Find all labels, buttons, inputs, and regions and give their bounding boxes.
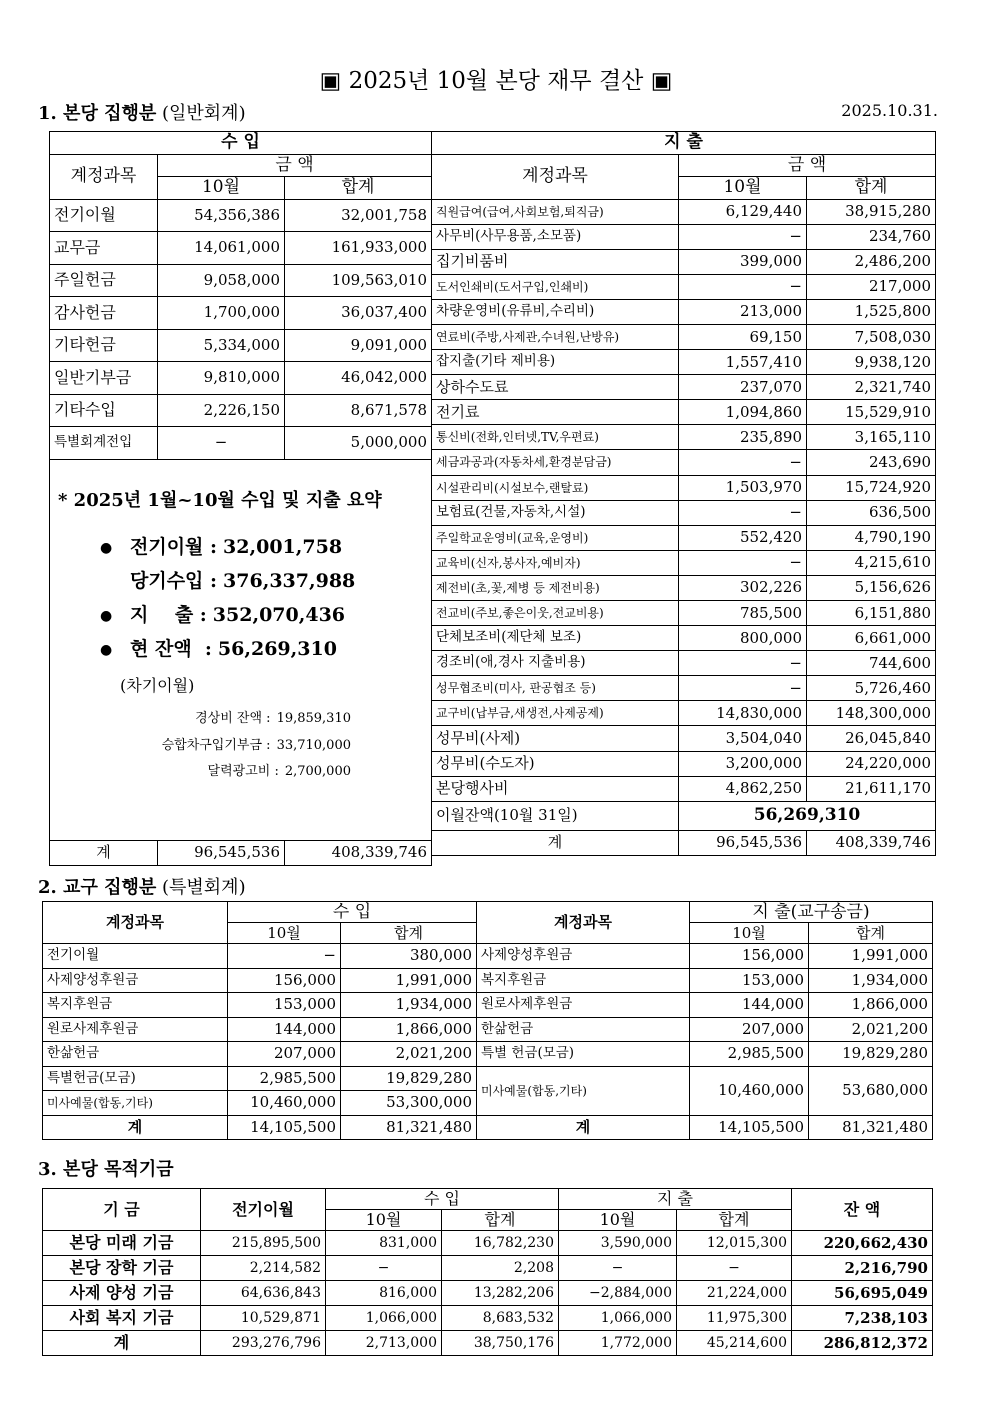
- month-amount: −: [679, 450, 807, 475]
- section2-heading: [38, 873, 246, 899]
- section2-title: 2. 교구 집행분: [38, 877, 157, 898]
- income-total-amount: 1,934,000: [341, 993, 477, 1018]
- income-row: [50, 362, 432, 395]
- expense-row: [432, 475, 936, 500]
- total-amount: 38,915,280: [807, 199, 936, 224]
- income-total: 2,208: [442, 1256, 559, 1281]
- expense-row: [432, 751, 936, 776]
- total-amount: 217,000: [807, 274, 936, 299]
- fund-row: [43, 1256, 933, 1281]
- expense-row: [432, 726, 936, 751]
- total-amount: 636,500: [807, 500, 936, 525]
- summary-label: 당기수입 :: [130, 569, 218, 592]
- month-amount: 785,500: [679, 601, 807, 626]
- account-name: 잡지출(기타 제비용): [432, 350, 679, 375]
- income-account-name: 미사예물(합동,기타): [43, 1091, 228, 1116]
- expense-total: 11,975,300: [677, 1306, 792, 1331]
- bullet-icon: ●: [100, 607, 113, 624]
- income-total-amount: 53,300,000: [341, 1091, 477, 1116]
- expense-header-main: 지 출: [752, 901, 791, 922]
- expense-sum-month: 14,105,500: [690, 1115, 809, 1140]
- month-amount: 235,890: [679, 425, 807, 450]
- total-amount: 1,525,800: [807, 299, 936, 324]
- account-name: 교구비(납부금,새생전,사제공제): [432, 701, 679, 726]
- month-amount: 1,557,410: [679, 350, 807, 375]
- section1-expense-table: [431, 131, 936, 856]
- month-amount: 54,356,386: [158, 199, 285, 232]
- detail-value: 19,859,310: [276, 710, 351, 726]
- fund-sum-row: [43, 1331, 933, 1356]
- table-row: [43, 1042, 933, 1067]
- col-total: 합계: [341, 923, 477, 944]
- expense-month: −: [559, 1256, 677, 1281]
- month-amount: −: [679, 224, 807, 249]
- table-row: [43, 1017, 933, 1042]
- account-label: 계정과목: [477, 902, 690, 944]
- carry-amount: 215,895,500: [201, 1231, 326, 1256]
- expense-account-name: 원로사제후원금: [477, 993, 690, 1018]
- income-month-amount: 207,000: [228, 1042, 341, 1067]
- col-month: 10월: [228, 923, 341, 944]
- amount-label: 금 액: [158, 154, 432, 177]
- summary-item: [100, 535, 343, 558]
- summary-detail: [208, 765, 351, 778]
- expense-month: −2,884,000: [559, 1281, 677, 1306]
- expense-total: 12,015,300: [677, 1231, 792, 1256]
- income-total-amount: 380,000: [341, 944, 477, 969]
- expense-row: [432, 626, 936, 651]
- fund-name: 본당 미래 기금: [43, 1231, 201, 1256]
- income-account-name: 원로사제후원금: [43, 1017, 228, 1042]
- expense-month-amount: 2,985,500: [690, 1042, 809, 1067]
- account-name: 세금과공과(자동차세,환경분담금): [432, 450, 679, 475]
- col-total: 합계: [677, 1210, 792, 1231]
- total-amount: 5,000,000: [285, 427, 432, 460]
- month-amount: 3,504,040: [679, 726, 807, 751]
- income-header: 수 입: [50, 132, 432, 155]
- expense-row: [432, 651, 936, 676]
- carry-amount: 10,529,871: [201, 1306, 326, 1331]
- account-name: 전기료: [432, 400, 679, 425]
- bullet-icon: ●: [100, 641, 113, 658]
- expense-account-name: 복지후원금: [477, 968, 690, 993]
- total-amount: 15,529,910: [807, 400, 936, 425]
- expense-account-name: 미사예물(합동,기타): [477, 1066, 690, 1115]
- month-amount: −: [679, 651, 807, 676]
- expense-row: [432, 400, 936, 425]
- account-name: 주일헌금: [50, 264, 158, 297]
- income-account-name: 복지후원금: [43, 993, 228, 1018]
- account-name: 차량운영비(유류비,수리비): [432, 299, 679, 324]
- expense-total: −: [677, 1256, 792, 1281]
- income-month: 816,000: [326, 1281, 442, 1306]
- carry-amount: 293,276,796: [201, 1331, 326, 1356]
- income-account-name: 전기이월: [43, 944, 228, 969]
- expense-month-amount: 144,000: [690, 993, 809, 1018]
- carry-amount: 2,214,582: [201, 1256, 326, 1281]
- expense-month-amount: 10,460,000: [690, 1066, 809, 1115]
- section1-heading: [38, 99, 246, 125]
- summary-title: * 2025년 1월~10월 수입 및 지출 요약: [58, 489, 382, 511]
- balance-amount: 2,216,790: [792, 1256, 933, 1281]
- account-name: 상하수도료: [432, 375, 679, 400]
- summary-detail: [195, 712, 351, 725]
- fund-name: 본당 장학 기금: [43, 1256, 201, 1281]
- total-amount: 4,215,610: [807, 550, 936, 575]
- month-amount: 5,334,000: [158, 329, 285, 362]
- bullet-icon: ●: [100, 539, 113, 556]
- total-amount: 6,151,880: [807, 601, 936, 626]
- income-total-amount: 1,866,000: [341, 1017, 477, 1042]
- table-row: [43, 968, 933, 993]
- income-header: 수 입: [228, 902, 477, 923]
- balance-amount: 7,238,103: [792, 1306, 933, 1331]
- month-amount: −: [679, 676, 807, 701]
- fund-name: 계: [43, 1331, 201, 1356]
- month-amount: 800,000: [679, 626, 807, 651]
- col-month: 10월: [679, 177, 807, 200]
- month-amount: 302,226: [679, 575, 807, 600]
- expense-row: [432, 676, 936, 701]
- income-row: [50, 264, 432, 297]
- expense-month: 3,590,000: [559, 1231, 677, 1256]
- account-name: 연료비(주방,사제관,수녀원,난방유): [432, 324, 679, 349]
- expense-total-amount: 1,991,000: [809, 944, 933, 969]
- detail-label: 달력광고비 :: [207, 763, 279, 779]
- income-row: [50, 232, 432, 265]
- summary-value: 376,337,988: [223, 569, 356, 592]
- summary-label: 지 출 :: [130, 603, 207, 626]
- expense-row: [432, 299, 936, 324]
- income-row: [50, 329, 432, 362]
- account-name: 기타헌금: [50, 329, 158, 362]
- summary-item: [100, 569, 356, 592]
- col-month: 10월: [690, 923, 809, 944]
- month-amount: 552,420: [679, 525, 807, 550]
- balance-amount: 56,695,049: [792, 1281, 933, 1306]
- expense-row: [432, 350, 936, 375]
- section1-title: 1. 본당 집행분: [38, 103, 157, 124]
- expense-row: [432, 274, 936, 299]
- fund-row: [43, 1281, 933, 1306]
- carry-label: 전기이월: [201, 1189, 326, 1231]
- fund-row: [43, 1231, 933, 1256]
- section1-subtitle: (일반회계): [162, 103, 246, 124]
- total-amount: 24,220,000: [807, 751, 936, 776]
- expense-month-amount: 156,000: [690, 944, 809, 969]
- report-date: 2025.10.31.: [841, 101, 938, 120]
- amount-label: 금 액: [679, 154, 936, 177]
- summary-item: [100, 637, 337, 660]
- section2-subtitle: (특별회계): [162, 877, 246, 898]
- month-amount: −: [679, 274, 807, 299]
- account-name: 성무비(사제): [432, 726, 679, 751]
- total-amount: 36,037,400: [285, 297, 432, 330]
- expense-total-amount: 2,021,200: [809, 1017, 933, 1042]
- account-name: 전교비(주보,좋은이웃,전교비용): [432, 601, 679, 626]
- expense-month: 1,066,000: [559, 1306, 677, 1331]
- summary-value: 56,269,310: [217, 637, 337, 660]
- detail-value: 2,700,000: [284, 763, 351, 779]
- account-name: 일반기부금: [50, 362, 158, 395]
- total-amount: 4,790,190: [807, 525, 936, 550]
- expense-header: 지 출: [432, 132, 936, 155]
- balance-label: 잔 액: [792, 1189, 933, 1231]
- fund-row: [43, 1306, 933, 1331]
- total-amount: 5,156,626: [807, 575, 936, 600]
- income-sum-month: 14,105,500: [228, 1115, 341, 1140]
- total-amount: 26,045,840: [807, 726, 936, 751]
- total-amount: 148,300,000: [807, 701, 936, 726]
- account-label: 계정과목: [50, 154, 158, 199]
- month-amount: 213,000: [679, 299, 807, 324]
- month-amount: 1,094,860: [679, 400, 807, 425]
- expense-row: [432, 425, 936, 450]
- income-sum-month: 96,545,536: [158, 840, 285, 865]
- income-total-amount: 1,991,000: [341, 968, 477, 993]
- page-title: ▣ 2025년 10월 본당 재무 결산 ▣: [319, 68, 673, 94]
- income-total: 8,683,532: [442, 1306, 559, 1331]
- total-amount: 3,165,110: [807, 425, 936, 450]
- expense-total-amount: 19,829,280: [809, 1042, 933, 1067]
- income-account-name: 사제양성후원금: [43, 968, 228, 993]
- account-name: 사무비(사무용품,소모품): [432, 224, 679, 249]
- income-row: [50, 394, 432, 427]
- income-row: [50, 297, 432, 330]
- summary-item: [100, 603, 346, 626]
- income-sum-label: 계: [50, 840, 158, 865]
- income-month-amount: 2,985,500: [228, 1066, 341, 1091]
- expense-row: [432, 776, 936, 801]
- total-amount: 161,933,000: [285, 232, 432, 265]
- account-name: 성무협조비(미사, 판공협조 등): [432, 676, 679, 701]
- col-total: 합계: [285, 177, 432, 200]
- col-total: 합계: [442, 1210, 559, 1231]
- income-month-amount: 156,000: [228, 968, 341, 993]
- total-amount: 32,001,758: [285, 199, 432, 232]
- account-name: 교무금: [50, 232, 158, 265]
- total-amount: 7,508,030: [807, 324, 936, 349]
- month-amount: −: [679, 500, 807, 525]
- income-total: 16,782,230: [442, 1231, 559, 1256]
- account-name: 전기이월: [50, 199, 158, 232]
- expense-row: [432, 601, 936, 626]
- income-account-name: 특별헌금(모금): [43, 1066, 228, 1091]
- expense-month: 1,772,000: [559, 1331, 677, 1356]
- total-amount: 5,726,460: [807, 676, 936, 701]
- account-name: 집기비품비: [432, 249, 679, 274]
- total-amount: 9,938,120: [807, 350, 936, 375]
- table-row: [43, 993, 933, 1018]
- table-row: [43, 1066, 933, 1091]
- account-name: 성무비(수도자): [432, 751, 679, 776]
- month-amount: 4,862,250: [679, 776, 807, 801]
- expense-month-amount: 153,000: [690, 968, 809, 993]
- detail-label: 경상비 잔액 :: [195, 710, 271, 726]
- month-amount: 6,129,440: [679, 199, 807, 224]
- expense-sum-label: 계: [477, 1115, 690, 1140]
- month-amount: 1,700,000: [158, 297, 285, 330]
- income-sum-total: 81,321,480: [341, 1115, 477, 1140]
- income-row: [50, 427, 432, 460]
- summary-label: 현 잔액 :: [130, 637, 212, 660]
- expense-row: [432, 249, 936, 274]
- expense-sum-total: 81,321,480: [809, 1115, 933, 1140]
- total-amount: 243,690: [807, 450, 936, 475]
- income-total: 13,282,206: [442, 1281, 559, 1306]
- month-amount: 399,000: [679, 249, 807, 274]
- total-amount: 109,563,010: [285, 264, 432, 297]
- detail-label: 승합차구입기부금 :: [161, 737, 271, 753]
- month-amount: 9,058,000: [158, 264, 285, 297]
- summary-detail: [162, 739, 351, 752]
- income-month-amount: 10,460,000: [228, 1091, 341, 1116]
- expense-header: [690, 902, 933, 923]
- total-amount: 2,486,200: [807, 249, 936, 274]
- col-month: 10월: [326, 1210, 442, 1231]
- income-account-name: 한삶헌금: [43, 1042, 228, 1067]
- account-name: 본당행사비: [432, 776, 679, 801]
- expense-header-sub: (교구송금): [790, 901, 870, 922]
- expense-month-amount: 207,000: [690, 1017, 809, 1042]
- balance-value: 56,269,310: [679, 801, 936, 830]
- month-amount: 1,503,970: [679, 475, 807, 500]
- total-amount: 234,760: [807, 224, 936, 249]
- expense-row: [432, 525, 936, 550]
- total-amount: 15,724,920: [807, 475, 936, 500]
- account-name: 도서인쇄비(도서구입,인쇄비): [432, 274, 679, 299]
- expense-row: [432, 199, 936, 224]
- expense-sum-month: 96,545,536: [679, 830, 807, 855]
- section3-table: [42, 1188, 933, 1356]
- account-name: 통신비(전화,인터넷,TV,우편료): [432, 425, 679, 450]
- income-month-amount: 153,000: [228, 993, 341, 1018]
- balance-label: 이월잔액(10월 31일): [432, 801, 679, 830]
- account-name: 교육비(신자,봉사자,예비자): [432, 550, 679, 575]
- section2-table: [42, 901, 933, 1140]
- income-sum-total: 408,339,746: [285, 840, 432, 865]
- expense-total-amount: 53,680,000: [809, 1066, 933, 1115]
- carry-label: (차기이월): [120, 675, 195, 695]
- expense-row: [432, 575, 936, 600]
- summary-value: 32,001,758: [223, 535, 343, 558]
- account-name: 보험료(건물,자동차,시설): [432, 500, 679, 525]
- total-amount: 46,042,000: [285, 362, 432, 395]
- fund-name: 사회 복지 기금: [43, 1306, 201, 1331]
- income-month: 1,066,000: [326, 1306, 442, 1331]
- col-total: 합계: [807, 177, 936, 200]
- total-amount: 744,600: [807, 651, 936, 676]
- income-month: −: [326, 1256, 442, 1281]
- balance-amount: 220,662,430: [792, 1231, 933, 1256]
- col-total: 합계: [809, 923, 933, 944]
- income-month-amount: 144,000: [228, 1017, 341, 1042]
- fund-label: 기 금: [43, 1189, 201, 1231]
- income-month: 831,000: [326, 1231, 442, 1256]
- expense-row: [432, 550, 936, 575]
- expense-row: [432, 701, 936, 726]
- expense-row: [432, 375, 936, 400]
- month-amount: 69,150: [679, 324, 807, 349]
- expense-total-amount: 1,866,000: [809, 993, 933, 1018]
- account-name: 경조비(애,경사 지출비용): [432, 651, 679, 676]
- total-amount: 21,611,170: [807, 776, 936, 801]
- income-month: 2,713,000: [326, 1331, 442, 1356]
- account-name: 감사헌금: [50, 297, 158, 330]
- expense-total: 45,214,600: [677, 1331, 792, 1356]
- expense-account-name: 사제양성후원금: [477, 944, 690, 969]
- account-name: 시설관리비(시설보수,랜탈료): [432, 475, 679, 500]
- expense-sum-label: 계: [432, 830, 679, 855]
- total-amount: 9,091,000: [285, 329, 432, 362]
- account-name: 주일학교운영비(교육,운영비): [432, 525, 679, 550]
- expense-sum-total: 408,339,746: [807, 830, 936, 855]
- expense-row: [432, 450, 936, 475]
- account-label: 계정과목: [43, 902, 228, 944]
- col-month: 10월: [158, 177, 285, 200]
- account-name: 제전비(초,꽃,제병 등 제전비용): [432, 575, 679, 600]
- expense-row: [432, 324, 936, 349]
- month-amount: −: [158, 427, 285, 460]
- account-name: 단체보조비(제단체 보조): [432, 626, 679, 651]
- income-header: 수 입: [326, 1189, 559, 1210]
- income-row: [50, 199, 432, 232]
- total-amount: 8,671,578: [285, 394, 432, 427]
- month-amount: 237,070: [679, 375, 807, 400]
- income-total-amount: 2,021,200: [341, 1042, 477, 1067]
- expense-row: [432, 500, 936, 525]
- account-name: 직원급여(급여,사회보험,퇴직금): [432, 199, 679, 224]
- income-sum-label: 계: [43, 1115, 228, 1140]
- month-amount: 2,226,150: [158, 394, 285, 427]
- balance-amount: 286,812,372: [792, 1331, 933, 1356]
- income-total: 38,750,176: [442, 1331, 559, 1356]
- detail-value: 33,710,000: [276, 737, 351, 753]
- summary-box: [50, 459, 432, 840]
- month-amount: −: [679, 550, 807, 575]
- total-amount: 6,661,000: [807, 626, 936, 651]
- month-amount: 14,830,000: [679, 701, 807, 726]
- total-amount: 2,321,740: [807, 375, 936, 400]
- section3-heading: 3. 본당 목적기금: [38, 1159, 174, 1180]
- income-total-amount: 19,829,280: [341, 1066, 477, 1091]
- account-label: 계정과목: [432, 154, 679, 199]
- month-amount: 9,810,000: [158, 362, 285, 395]
- expense-account-name: 한삶헌금: [477, 1017, 690, 1042]
- summary-label: 전기이월 :: [130, 535, 218, 558]
- carry-amount: 64,636,843: [201, 1281, 326, 1306]
- month-amount: 3,200,000: [679, 751, 807, 776]
- summary-value: 352,070,436: [212, 603, 346, 626]
- expense-total-amount: 1,934,000: [809, 968, 933, 993]
- month-amount: 14,061,000: [158, 232, 285, 265]
- expense-account-name: 특별 헌금(모금): [477, 1042, 690, 1067]
- account-name: 특별회계전입: [50, 427, 158, 460]
- section1-income-table: [49, 131, 432, 866]
- fund-name: 사제 양성 기금: [43, 1281, 201, 1306]
- expense-total: 21,224,000: [677, 1281, 792, 1306]
- account-name: 기타수입: [50, 394, 158, 427]
- expense-row: [432, 224, 936, 249]
- table-row: [43, 944, 933, 969]
- income-month-amount: −: [228, 944, 341, 969]
- col-month: 10월: [559, 1210, 677, 1231]
- expense-header: 지 출: [559, 1189, 792, 1210]
